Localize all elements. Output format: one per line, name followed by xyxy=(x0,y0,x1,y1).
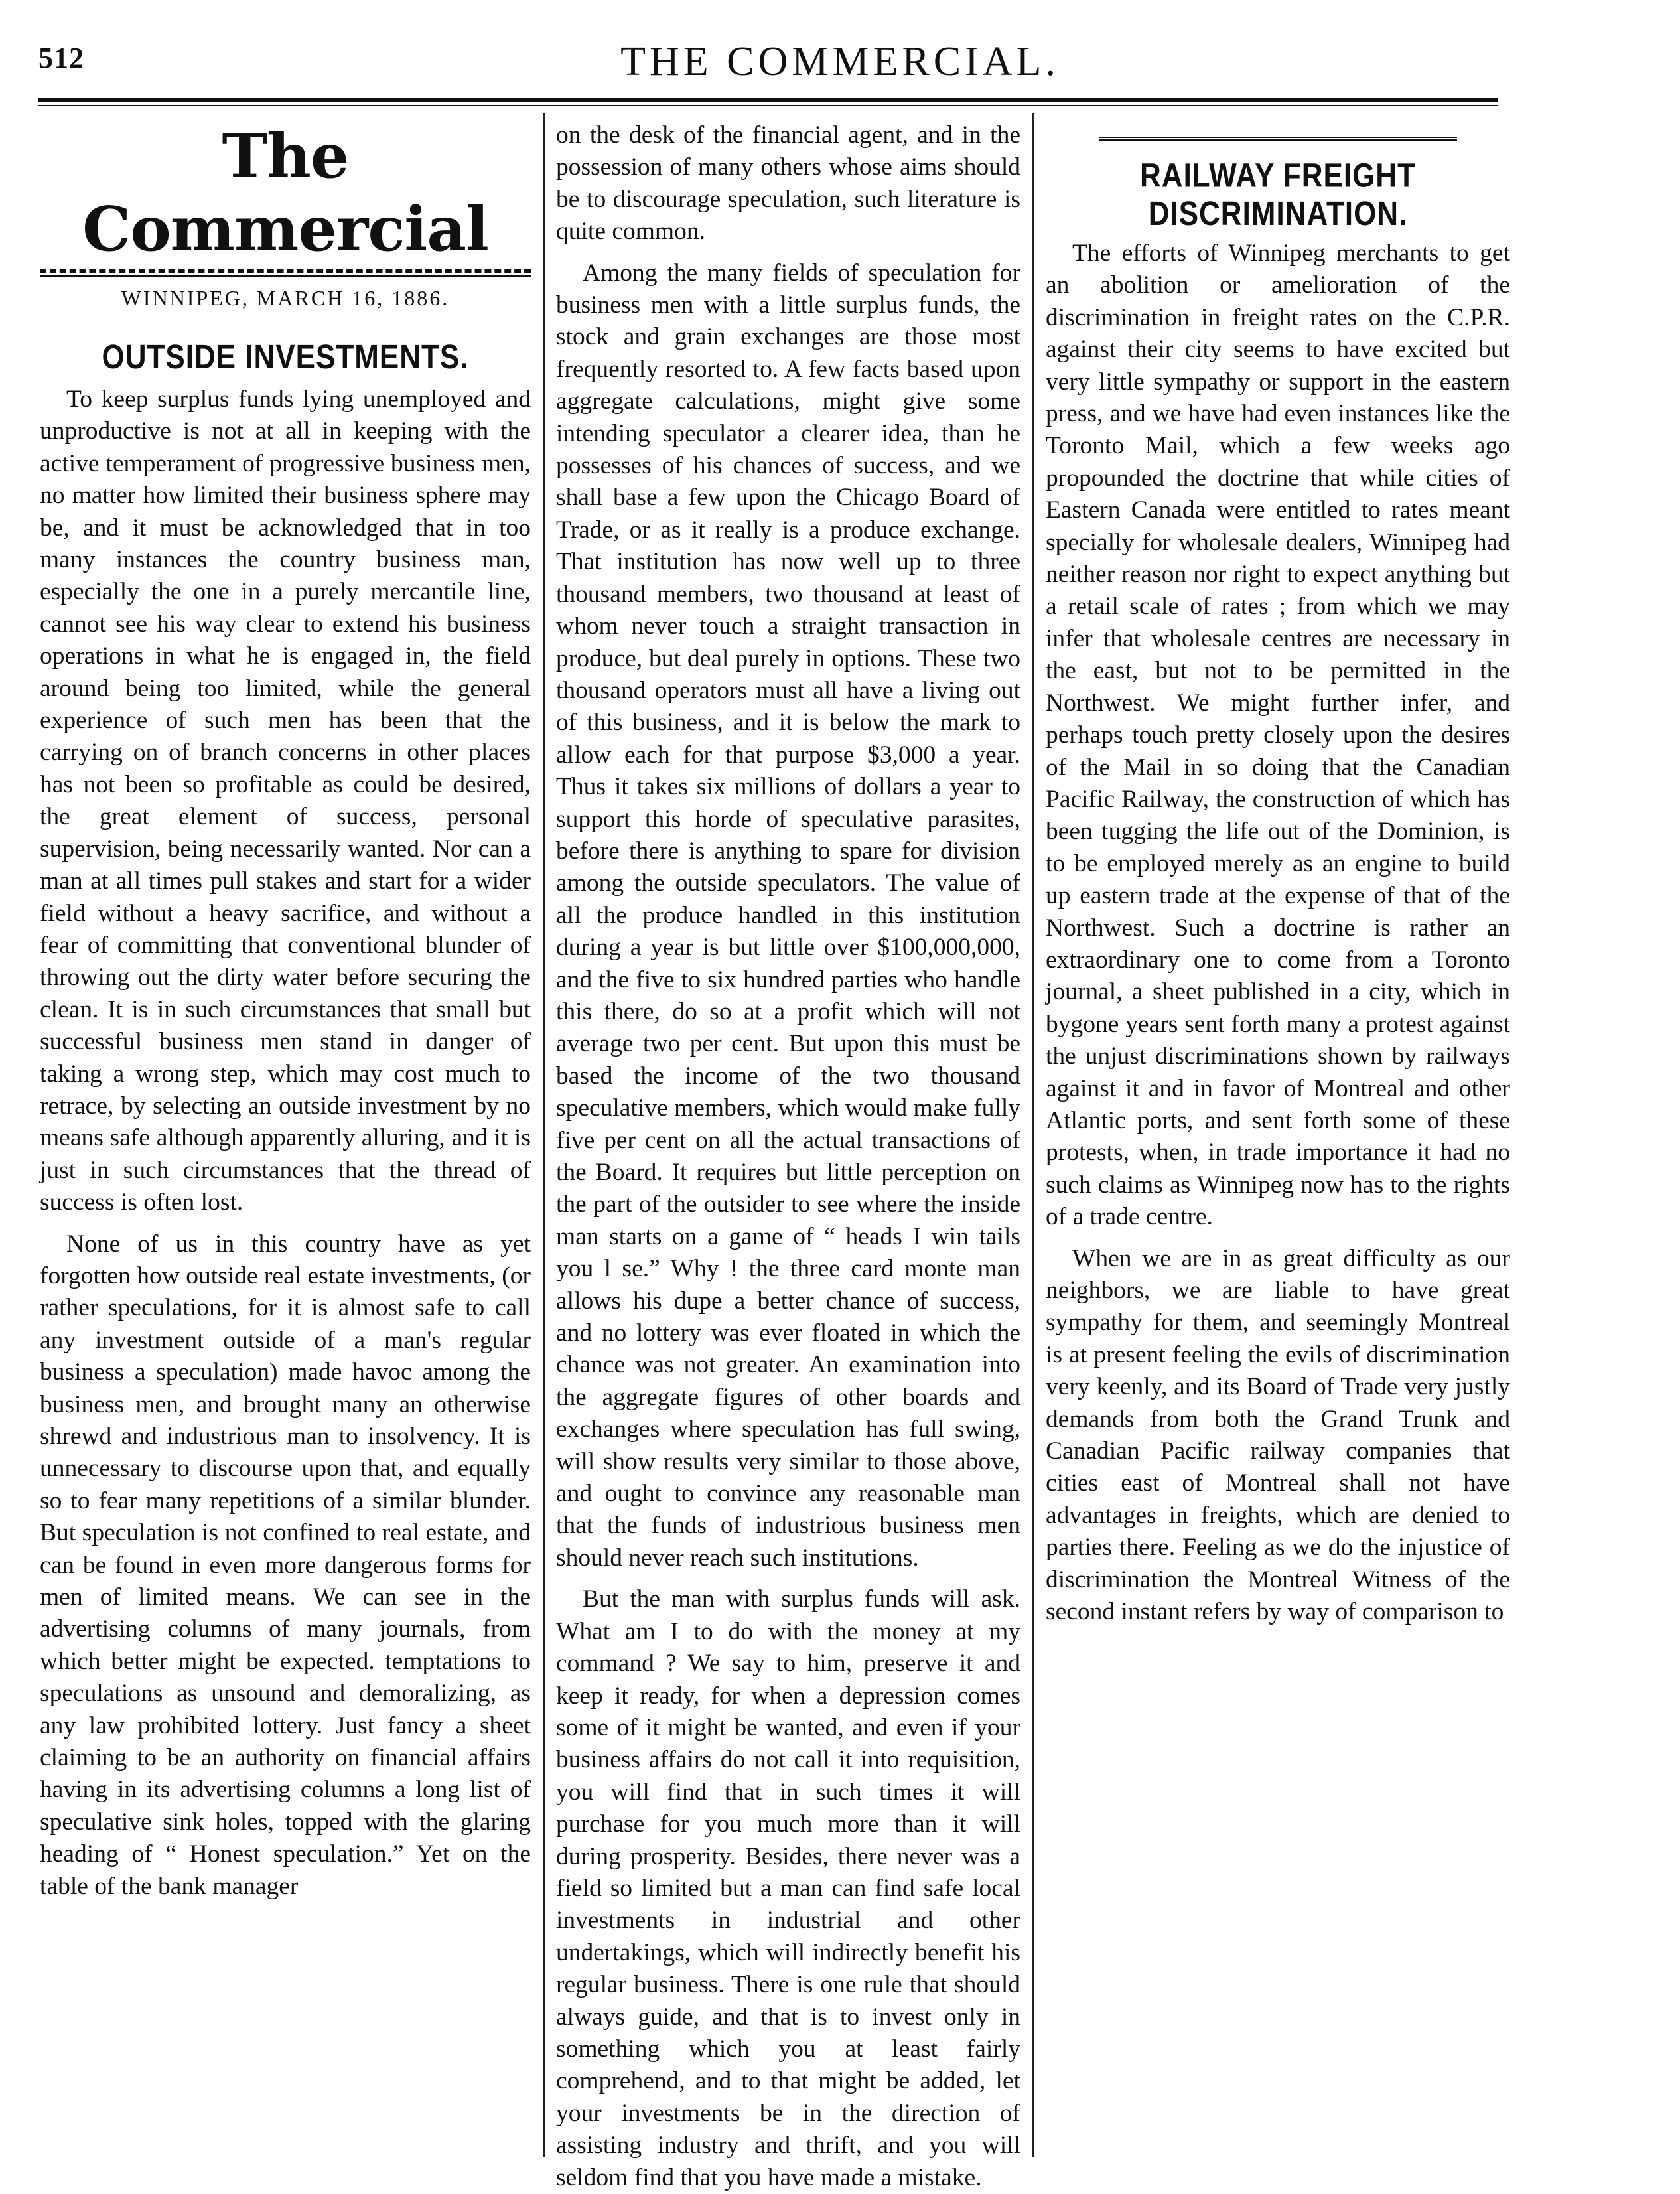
dateline-rule xyxy=(40,323,531,329)
article-paragraph: The efforts of Winnipeg merchants to get an abolition or amelioration of the discrimination in freight rates on the C.P.R. against their city seems to have excited but very little sympathy or support in the eastern press, and we have had even instances like the Toronto Mail, which a few weeks ago propounded the doctrine that while cities of Eastern Canada were entitled to rates meant specially for wholesale dealers, Winnipeg had neither reason nor right to expect anything but a retail scale of rates ; from which we may infer that wholesale centres are necessary in the east, but not to be permitted in the Northwest. We might further infer, and perhaps touch pretty closely upon the desires of the Mail in so doing that the Canadian Pacific Railway, the construction of which has been tugging the life out of the Dominion, is to be employed merely as an engine to build up eastern trade at the expense of that of the Northwest. Such a doctrine is rather an extraordinary one to come from a Toronto journal, a sheet published in a city, which in bygone years sent forth many a protest against the unjust discriminations shown by railways against it and in favor of Montreal and other Atlantic ports, and sent forth some of these protests, when, in trade importance it had no such claims as Winnipeg now has to the rights of a trade centre. xyxy=(1046,240,1510,1231)
column-rule-2 xyxy=(1032,113,1034,2157)
page-number: 512 xyxy=(38,42,84,74)
article-heading-railway-freight: RAILWAY FREIGHT DISCRIMINATION. xyxy=(1140,157,1416,233)
masthead-title: The Commercial xyxy=(82,120,488,265)
article-paragraph: on the desk of the financial agent, and in the possession of many others whose aims should be to discourage speculation, such literature is quite common. xyxy=(556,121,1020,246)
article-paragraph: None of us in this country have as yet forgotten how outside real estate investments, (or rather speculations, for it is almost safe to call any investment outside of a man's regular business a speculation) made havoc among the business men, and brought many an otherwise shrewd and industrious man to insolvency. It is unnecessary to discourse upon that, and equally so to fear many repetitions of a similar blunder. But speculation is not confined to real estate, and can be found in even more dangerous forms for men of limited means. We can see in the advertising columns of many journals, from which better might be expected. temptations to speculations as unsound and demoralizing, as any law prohibited lottery. Just fancy a sheet claiming to be an authority on financial affairs having in its advertising columns a long list of speculative sink holes, topped with the glaring heading of “ Honest speculation.” Yet on the table of the bank manager xyxy=(40,1230,531,1900)
column-2 xyxy=(556,119,1020,2191)
dateline: WINNIPEG, MARCH 16, 1886. xyxy=(121,286,450,310)
header-rule xyxy=(38,98,1498,102)
column-1 xyxy=(40,119,531,2163)
column-3 xyxy=(1046,119,1510,2163)
article-heading-outside-investments: OUTSIDE INVESTMENTS. xyxy=(102,338,469,376)
article-paragraph: To keep surplus funds lying unemployed and unproductive is not at all in keeping with the active temperament of progressive business men, no matter how limited their business sphere may be, and it must be acknowledged that in too many instances the country business man, especially the one in a purely mercantile line, cannot see his way clear to extend his business operations in what he is engaged in, the field around being too limited, while the general experience of such men has been that the carrying on of branch concerns in other places has not been so profitable as could be desired, the great element of success, personal supervision, being necessarily wanted. Nor can a man at all times pull stakes and start for a wider field without a heavy sacrifice, and without a fear of committing that conventional blunder of throwing out the dirty water before securing the clean. It is in such circumstances that small but successful business men stand in danger of taking a wrong step, which may cost much to retrace, by selecting an outside investment by no means safe although apparently alluring, and it is just in such circumstances that the thread of success is often lost. xyxy=(40,386,531,1216)
article-paragraph: Among the many fields of speculation for business men with a little surplus funds, the stock and grain exchanges are those most frequently resorted to. A few facts based upon aggregate calculations, might give some intending speculator a clearer idea, than he possesses of his chances of success, and we shall base a few upon the Chicago Board of Trade, or as it really is a produce exchange. That institution has now well up to three thousand members, two thousand at least of whom never touch a straight transaction in produce, but deal purely in options. These two thousand operators must all have a living out of this business, and it is below the mark to allow each for that purpose $3,000 a year. Thus it takes six millions of dollars a year to support this horde of speculative parasites, before there is anything to spare for division among the outside speculators. The value of all the produce handled in this institution during a year is but little over $100,000,000, and the five to six hundred parties who handle this there, do so at a profit which will not average two per cent. But upon this must be based the income of the two thousand speculative members, which would make fully five per cent on all the actual transactions of the Board. It requires but little perception on the part of the outsider to see where the inside man starts on a game of “ heads I win tails you l se.” Why ! the three card monte man allows his dupe a better chance of success, and no lottery was ever floated in which the chance was not greater. An examination into the aggregate figures of other boards and exchanges where speculation has full swing, will show results very similar to those above, and ought to convince any reasonable man that the funds of industrious business men should never reach such institutions. xyxy=(556,259,1020,1572)
article-separator xyxy=(1099,137,1457,145)
article-paragraph: But the man with surplus funds will ask. What am I to do with the money at my command ? We say to him, preserve it and keep it ready, for when a depression comes some of it might be wanted, and even if your business affairs do not call it into requisition, you will find that in such times it will purchase for you much more than it will during prosperity. Besides, there never was a field so limited but a man can find safe local investments in industrial and other undertakings, which will indirectly benefit his regular business. There is one rule that should always guide, and that is to invest only in something which you at least fairly comprehend, and to that might be added, let your investments be in the direction of assisting industry and thrift, and you will seldom find that you have made a mistake. xyxy=(556,1585,1020,2191)
masthead-thin-rule xyxy=(40,275,531,277)
running-title: THE COMMERCIAL. xyxy=(620,39,1060,84)
masthead-dashed-rule xyxy=(40,269,531,273)
article-paragraph: When we are in as great difficulty as our neighbors, we are liable to have great sympathy for them, and seemingly Montreal is at present feeling the evils of discrimination very keenly, and its Board of Trade very justly demands from both the Grand Trunk and Canadian Pacific railway companies that cities east of Montreal shall not have advantages in freights, which are denied to parties there. Feeling as we do the injustice of discrimination the Montreal Witness of the second instant refers by way of comparison to xyxy=(1046,1244,1510,1626)
header-rule-thin xyxy=(38,105,1498,106)
column-rule-1 xyxy=(543,113,545,2157)
